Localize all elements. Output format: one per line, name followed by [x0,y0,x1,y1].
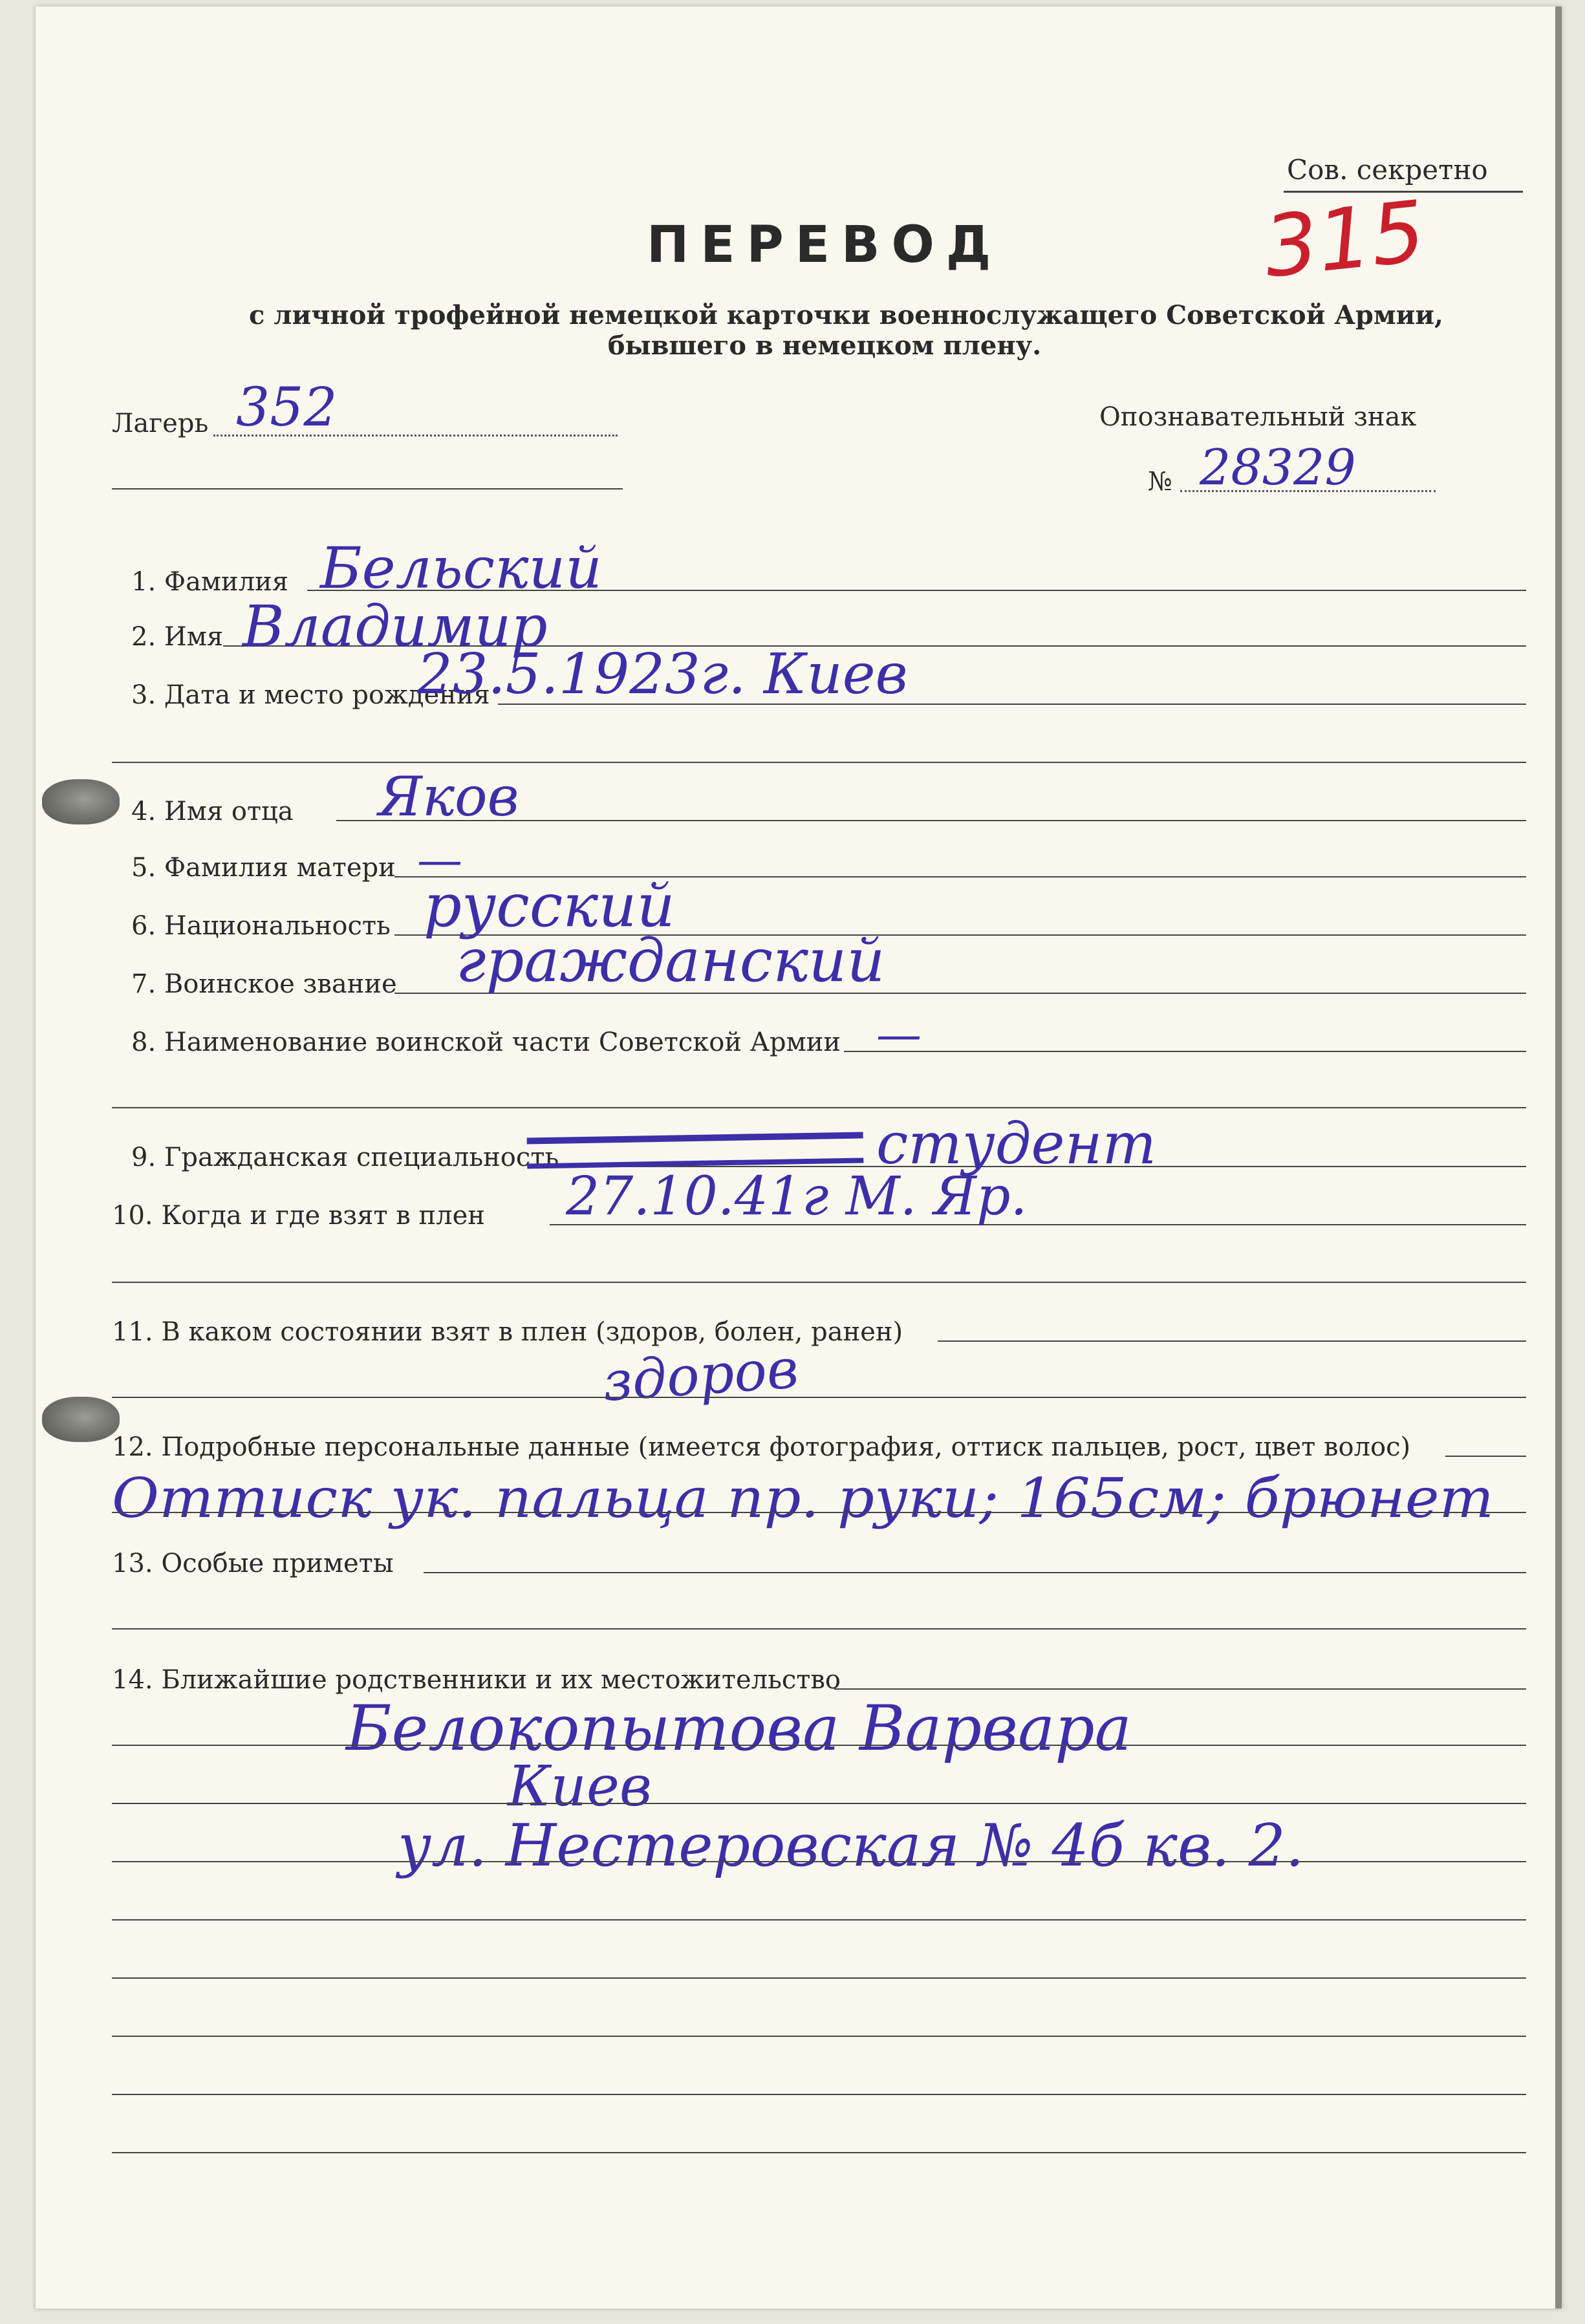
field-14-line [834,1688,1526,1690]
document-sheet [36,6,1562,2308]
field-2-label: 2. Имя [131,622,224,652]
field-11-label: 11. В каком состоянии взят в плен (здоров, болен, ранен) [112,1317,903,1347]
camp-value: 352 [236,377,338,438]
field-13-extra-line [112,1628,1526,1630]
subtitle-line2: бывшего в немецком плену. [607,330,1042,361]
document-title: ПЕРЕВОД [647,216,1003,274]
field-8-line [844,1051,1526,1052]
field-12-extra-line [112,1512,1526,1513]
relatives-name: Белокопытова Варвара [346,1692,1132,1765]
relatives-city: Киев [508,1754,652,1819]
field-12-value: Оттиск ук. пальца пр. руки; 165см; брюнет [112,1467,1494,1530]
red-handwritten-number: 315 [1259,182,1430,297]
field-12-line [1445,1456,1526,1457]
blank-line [112,1977,1526,1979]
field-3-extra-line [112,762,1526,763]
field-10-value: 27.10.41г М. Яр. [566,1166,1028,1227]
relatives-address: ул. Нестеровская № 4б кв. 2. [398,1812,1304,1880]
field-8-label: 8. Наименование воинской части Советской Армии [131,1028,841,1057]
camp-second-line [112,488,623,490]
field-12-label: 12. Подробные персональные данные (имеется фотография, оттиск пальцев, рост, цвет волос) [112,1432,1411,1462]
secrecy-label: Сов. секретно [1287,154,1488,186]
blank-line [112,1861,1526,1862]
blank-line [112,1745,1526,1746]
field-8-extra-line [112,1107,1526,1108]
id-tag-label: Опознавательный знак [1099,402,1417,432]
field-11-extra-line [112,1397,1526,1398]
field-3-value: 23.5.1923г. Киев [417,642,908,707]
blank-line [112,2036,1526,2037]
camp-label: Лагерь [112,409,209,438]
punch-hole-lower [42,1397,120,1442]
punch-hole-upper [42,779,120,824]
subtitle-line1: с личной трофейной немецкой карточки военнослужащего Советской Армии, [249,300,1443,330]
field-10-label: 10. Когда и где взят в плен [112,1201,485,1231]
field-11-value: здоров [600,1337,801,1414]
field-9-label: 9. Гражданская специальность [131,1143,559,1172]
field-10-extra-line [112,1282,1526,1283]
field-2-value: Владимир [243,593,548,660]
field-7-label: 7. Воинское звание [131,969,397,999]
field-5-label: 5. Фамилия матери [131,853,396,883]
field-9-value: студент [876,1110,1157,1177]
field-1-value: Бельский [320,535,602,601]
sheet-edge [1555,6,1562,2308]
field-4-value: Яков [378,765,519,828]
field-11-line [938,1340,1526,1342]
field-4-label: 4. Имя отца [131,797,294,826]
id-tag-value: 28329 [1200,438,1356,496]
blank-line [112,2152,1526,2153]
field-13-label: 13. Особые приметы [112,1549,394,1578]
field-7-value: гражданский [456,926,885,995]
field-6-value: русский [424,871,675,940]
field-9-struck-word [527,1132,864,1168]
field-3-label: 3. Дата и место рождения [131,680,490,710]
field-1-label: 1. Фамилия [131,567,289,597]
field-5-value: — [417,834,462,887]
blank-line [112,1919,1526,1921]
blank-line [112,1803,1526,1804]
blank-line [112,2094,1526,2095]
field-6-label: 6. Национальность [131,911,391,941]
field-8-value: — [876,1008,922,1061]
id-tag-number-sign: № [1148,467,1172,497]
field-13-line [424,1572,1526,1573]
field-14-label: 14. Ближайшие родственники и их местожительство [112,1665,841,1695]
